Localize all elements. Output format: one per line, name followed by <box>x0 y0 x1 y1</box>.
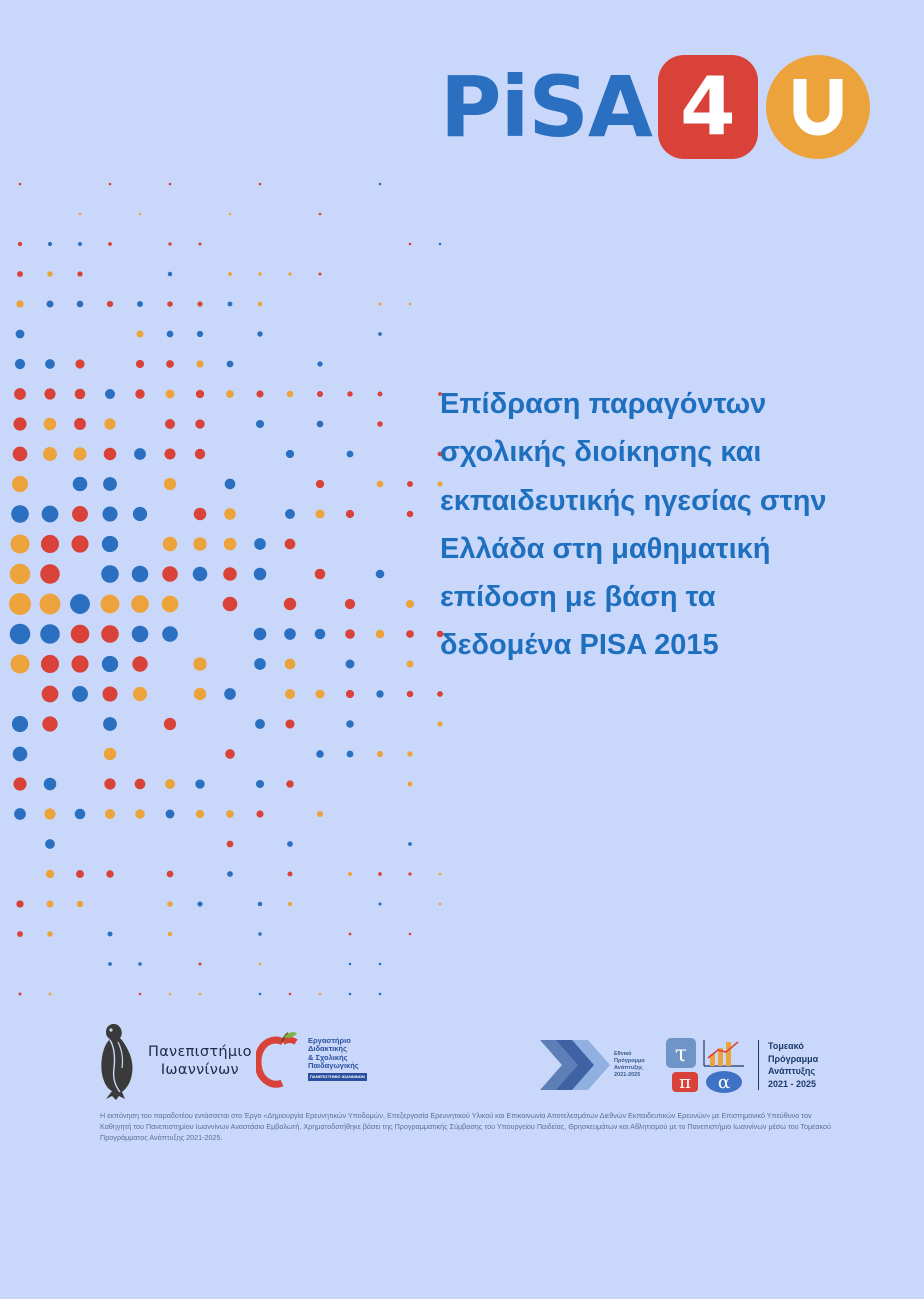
decorative-dot <box>10 624 31 645</box>
decorative-dot <box>316 750 324 758</box>
decorative-dot <box>132 626 149 643</box>
decorative-dot <box>225 479 236 490</box>
decorative-dot <box>44 808 55 819</box>
decorative-dot <box>408 782 413 787</box>
decorative-dot <box>70 594 90 614</box>
decorative-dot <box>379 183 382 186</box>
decorative-dot <box>285 509 295 519</box>
decorative-dot <box>77 301 84 308</box>
decorative-dot <box>102 686 117 701</box>
decorative-dot <box>14 808 26 820</box>
decorative-dot <box>132 656 147 671</box>
decorative-dot <box>103 477 117 491</box>
decorative-dot <box>284 598 296 610</box>
decorative-dot <box>195 449 205 459</box>
university-name <box>148 1043 252 1079</box>
decorative-dot <box>346 690 354 698</box>
partner-logos <box>96 1018 841 1106</box>
decorative-dot <box>75 809 86 820</box>
sector-program-line-3: Ανάπτυξης <box>768 1066 816 1076</box>
decorative-dot <box>256 780 264 788</box>
decorative-dot <box>345 599 355 609</box>
decorative-dot <box>44 388 55 399</box>
decorative-dot <box>13 747 28 762</box>
decorative-dot <box>376 630 385 639</box>
decorative-dot <box>17 931 23 937</box>
decorative-dot <box>135 779 146 790</box>
decorative-dot <box>103 717 117 731</box>
decorative-dot <box>315 689 324 698</box>
decorative-dot <box>197 901 202 906</box>
decorative-dot <box>407 691 414 698</box>
decorative-dot <box>317 391 323 397</box>
decorative-dot <box>163 537 177 551</box>
decorative-dot <box>47 271 53 277</box>
decorative-dot <box>75 359 84 368</box>
decorative-dot <box>167 871 174 878</box>
decorative-dot <box>44 778 57 791</box>
decorative-dot <box>376 570 385 579</box>
decorative-dot <box>12 476 28 492</box>
university-logo <box>96 1020 252 1102</box>
svg-text:π: π <box>679 1072 691 1093</box>
logo-four-badge: 4 <box>658 55 758 159</box>
decorative-dot <box>133 687 147 701</box>
decorative-dot <box>76 870 84 878</box>
decorative-dot <box>195 419 204 428</box>
title-line: εκπαιδευτικής ηγεσίας στην <box>440 484 827 517</box>
decorative-dot <box>40 594 61 615</box>
decorative-dot <box>42 506 59 523</box>
decorative-dot <box>106 870 114 878</box>
decorative-dot <box>167 331 174 338</box>
decorative-dot <box>258 272 262 276</box>
decorative-dot <box>345 629 355 639</box>
decorative-dot <box>193 537 207 551</box>
decorative-dot <box>169 993 172 996</box>
decorative-dot <box>12 716 28 732</box>
title-line: σχολικής διοίκησης και <box>440 436 762 469</box>
lab-line-2: Διδακτικής <box>308 1044 347 1054</box>
funding-statement: Η εκπόνηση του παραδοτέου εντάσσεται στο Έργο «Δημιουργία Ερευνητικών Υποδομών, Επεξεργασία Ερευνητικού Υλικού και Επικοινωνία Αποτελεσμάτων Διεθνών Εκπαιδευτικών Ερευνών» με Επιστημονικό Υπεύθυνο τον Καθηγητή του Πανεπιστημίου Ιωαννίνων Αναστάσιο Εμβαλωτή. Χρηματοδοτήθηκε βάσει της Προγραμματικής Σύμβασης του Υπουργείου Παιδείας, Θρησκευμάτων και Αθλητισμού με το Πανεπιστήμιο Ιωαννίνων μέσω του Τομεακού Προγράμματος Ανάπτυξης 2021-2025. <box>100 1111 831 1142</box>
decorative-dot <box>346 720 354 728</box>
decorative-dot <box>286 780 293 787</box>
decorative-dot <box>254 628 267 641</box>
lab-line-4: Παιδαγωγικής <box>308 1061 359 1071</box>
decorative-dot <box>409 303 412 306</box>
decorative-dot <box>198 242 201 245</box>
decorative-dot <box>257 331 262 336</box>
decorative-dot <box>44 418 57 431</box>
decorative-dot <box>226 390 234 398</box>
decorative-dot <box>43 447 57 461</box>
decorative-dot <box>41 655 59 673</box>
decorative-dot <box>45 359 55 369</box>
decorative-dot <box>167 901 173 907</box>
title-line: Επίδραση παραγόντων <box>440 388 767 420</box>
svg-text:τ: τ <box>674 1042 688 1067</box>
decorative-dot <box>139 993 142 996</box>
national-program-logo <box>540 1036 645 1094</box>
decorative-dot <box>42 686 59 703</box>
decorative-dot <box>229 213 232 216</box>
decorative-dot <box>377 751 383 757</box>
decorative-dot <box>104 778 115 789</box>
decorative-dot <box>407 511 414 518</box>
decorative-dot <box>285 659 296 670</box>
decorative-dot <box>72 506 88 522</box>
decorative-dot <box>227 871 233 877</box>
decorative-dot <box>254 538 266 550</box>
decorative-dot <box>133 507 147 521</box>
decorative-dot <box>285 689 295 699</box>
decorative-dot <box>347 391 352 396</box>
decorative-dot <box>439 243 442 246</box>
decorative-dot <box>75 389 86 400</box>
decorative-dot <box>196 390 204 398</box>
decorative-dot <box>317 811 323 817</box>
decorative-dot <box>287 841 293 847</box>
decorative-dot <box>258 902 263 907</box>
university-line-2: Ιωαννίνων <box>160 1062 239 1078</box>
decorative-dot <box>379 963 382 966</box>
decorative-dot <box>256 390 263 397</box>
decorative-dot <box>104 418 115 429</box>
decorative-dot <box>259 963 262 966</box>
decorative-dot <box>135 389 144 398</box>
lab-line-3: & Σχολικής <box>308 1052 348 1062</box>
decorative-dot <box>168 242 171 245</box>
lab-logo <box>256 1030 367 1088</box>
decorative-dot <box>288 272 291 275</box>
decorative-dot <box>40 624 60 644</box>
decorative-dot <box>17 271 23 277</box>
decorative-dot <box>346 510 354 518</box>
decorative-dot <box>378 392 383 397</box>
decorative-dot <box>288 872 293 877</box>
decorative-dot <box>10 564 31 585</box>
decorative-dot <box>254 568 267 581</box>
sector-program-logo <box>666 1036 818 1094</box>
decorative-dot <box>254 658 266 670</box>
decorative-dot <box>193 567 208 582</box>
decorative-dot <box>14 388 26 400</box>
logo-u-icon <box>766 55 870 159</box>
decorative-dot <box>437 721 442 726</box>
decorative-dot <box>168 272 172 276</box>
decorative-dot <box>41 535 59 553</box>
decorative-dot <box>255 719 265 729</box>
national-program-line-2: Πρόγραμμα <box>614 1057 645 1064</box>
lab-subtitle: ΠΑΝΕΠΙΣΤΗΜΙΟ ΙΩΑΝΝΙΝΩΝ <box>308 1073 367 1082</box>
decorative-dot <box>193 657 207 671</box>
decorative-dot <box>378 872 382 876</box>
decorative-dot <box>104 448 117 461</box>
decorative-dot <box>224 688 236 700</box>
decorative-dot <box>348 872 352 876</box>
decorative-dot <box>228 272 232 276</box>
decorative-dot <box>164 448 175 459</box>
decorative-dot <box>169 183 172 186</box>
decorative-dot <box>16 300 23 307</box>
decorative-dot <box>315 569 326 580</box>
decorative-dot <box>9 593 31 615</box>
chevron-arrows-icon <box>540 1036 610 1094</box>
decorative-dot <box>349 963 352 966</box>
decorative-dot <box>258 302 263 307</box>
decorative-dot <box>197 331 203 337</box>
decorative-dot <box>287 391 294 398</box>
decorative-dot <box>407 481 413 487</box>
owl-emblem-icon <box>96 1020 140 1102</box>
decorative-dot <box>223 597 238 612</box>
national-program-line-3: Ανάπτυξης <box>614 1065 643 1071</box>
decorative-dot <box>164 478 176 490</box>
decorative-dot <box>409 243 412 246</box>
decorative-dot <box>349 993 352 996</box>
decorative-dot <box>19 183 22 186</box>
decorative-dot <box>131 595 149 613</box>
decorative-dot <box>284 628 296 640</box>
decorative-dot <box>13 777 26 790</box>
decorative-dot <box>101 595 120 614</box>
decorative-dot <box>13 417 26 430</box>
decorative-dot <box>77 271 82 276</box>
decorative-dot <box>439 903 442 906</box>
decorative-dot <box>10 534 29 553</box>
decorative-dot <box>105 809 115 819</box>
decorative-dot <box>406 630 414 638</box>
logo-u-badge <box>766 55 870 159</box>
sector-program-name <box>758 1040 818 1090</box>
decorative-dot <box>101 565 119 583</box>
decorative-dot <box>194 508 207 521</box>
decorative-dot <box>286 450 294 458</box>
decorative-dot <box>42 716 57 731</box>
decorative-dot <box>259 183 262 186</box>
decorative-dot <box>316 480 324 488</box>
decorative-dot <box>108 242 112 246</box>
decorative-dot <box>224 508 236 520</box>
decorative-dot <box>102 506 117 521</box>
decorative-dot <box>317 421 324 428</box>
apple-logo-icon <box>256 1030 306 1088</box>
university-line-1: Πανεπιστήμιο <box>148 1044 252 1060</box>
pisa4u-logo <box>440 52 870 162</box>
decorative-dot <box>288 902 292 906</box>
decorative-dot <box>346 660 355 669</box>
decorative-dot <box>285 539 296 550</box>
decorative-dot <box>347 451 354 458</box>
decorative-dot <box>105 389 115 399</box>
decorative-dot <box>258 932 262 936</box>
decorative-dot <box>16 900 23 907</box>
sector-program-line-2: Πρόγραμμα <box>768 1053 819 1064</box>
lab-name <box>308 1037 367 1082</box>
title-line: επίδοση με βάση τα <box>440 581 716 614</box>
decorative-dot <box>46 870 54 878</box>
decorative-dot <box>194 688 207 701</box>
decorative-dot <box>259 993 262 996</box>
decorative-dot <box>408 842 412 846</box>
decorative-dot <box>315 509 324 518</box>
decorative-dot <box>10 654 29 673</box>
decorative-dot <box>197 301 202 306</box>
decorative-dot <box>101 625 119 643</box>
decorative-dot <box>139 213 142 216</box>
decorative-dot <box>102 536 118 552</box>
decorative-dot <box>285 719 294 728</box>
national-program-name <box>614 1051 645 1080</box>
decorative-dot <box>162 626 178 642</box>
decorative-dot <box>439 873 442 876</box>
decorative-dot <box>379 993 382 996</box>
halftone-dot-pattern <box>0 170 460 1030</box>
decorative-dot <box>45 839 55 849</box>
decorative-dot <box>71 535 88 552</box>
decorative-dot <box>73 477 88 492</box>
decorative-dot <box>196 360 203 367</box>
decorative-dot <box>166 810 175 819</box>
decorative-dot <box>107 301 113 307</box>
decorative-dot <box>137 301 143 307</box>
decorative-dot <box>134 448 146 460</box>
tau-pi-alpha-icon <box>666 1036 748 1094</box>
decorative-dot <box>376 690 383 697</box>
decorative-dot <box>72 686 88 702</box>
decorative-dot <box>48 242 52 246</box>
decorative-dot <box>136 330 143 337</box>
decorative-dot <box>15 359 25 369</box>
decorative-dot <box>165 419 175 429</box>
decorative-dot <box>256 420 264 428</box>
decorative-dot <box>71 655 88 672</box>
sector-program-line-4: 2021 - 2025 <box>768 1078 817 1089</box>
decorative-dot <box>167 301 173 307</box>
decorative-dot <box>168 932 172 936</box>
title-line: Ελλάδα στη μαθηματική <box>440 532 771 565</box>
decorative-dot <box>79 213 82 216</box>
decorative-dot <box>406 660 413 667</box>
decorative-dot <box>138 962 142 966</box>
decorative-dot <box>407 751 412 756</box>
decorative-dot <box>347 751 354 758</box>
decorative-dot <box>77 901 84 908</box>
decorative-dot <box>135 809 144 818</box>
decorative-dot <box>227 841 234 848</box>
national-program-line-4: 2021-2025 <box>614 1072 641 1079</box>
decorative-dot <box>317 361 322 366</box>
decorative-dot <box>49 993 52 996</box>
decorative-dot <box>136 360 144 368</box>
decorative-dot <box>18 242 22 246</box>
decorative-dot <box>319 993 322 996</box>
decorative-dot <box>225 749 235 759</box>
decorative-dot <box>16 330 25 339</box>
decorative-dot <box>162 566 178 582</box>
decorative-dot <box>40 564 60 584</box>
decorative-dot <box>437 691 443 697</box>
decorative-dot <box>318 272 321 275</box>
decorative-dot <box>256 810 263 817</box>
title-line: δεδομένα PISA 2015 <box>440 629 719 662</box>
decorative-dot <box>165 779 175 789</box>
decorative-dot <box>377 481 384 488</box>
decorative-dot <box>378 302 381 305</box>
decorative-dot <box>47 301 54 308</box>
decorative-dot <box>162 596 179 613</box>
decorative-dot <box>108 962 112 966</box>
decorative-dot <box>409 933 412 936</box>
decorative-dot <box>132 566 149 583</box>
decorative-dot <box>74 418 86 430</box>
decorative-dot <box>349 933 352 936</box>
logo-text: PiSA <box>440 58 652 156</box>
decorative-dot <box>166 390 175 399</box>
lab-line-1: Εργαστήριο <box>308 1035 351 1045</box>
decorative-dot <box>47 901 54 908</box>
decorative-dot <box>71 625 90 644</box>
decorative-dot <box>107 931 112 936</box>
national-program-line-1: Εθνικό <box>614 1050 632 1057</box>
decorative-dot <box>226 810 234 818</box>
decorative-dot <box>109 183 112 186</box>
decorative-dot <box>78 242 82 246</box>
report-title <box>440 380 880 670</box>
decorative-dot <box>13 447 28 462</box>
decorative-dot <box>227 361 234 368</box>
decorative-dot <box>406 600 414 608</box>
decorative-dot <box>228 302 233 307</box>
decorative-dot <box>11 505 29 523</box>
decorative-dot <box>223 567 237 581</box>
decorative-dot <box>408 872 411 875</box>
decorative-dot <box>102 656 118 672</box>
decorative-dot <box>164 718 176 730</box>
decorative-dot <box>19 993 22 996</box>
decorative-dot <box>73 447 86 460</box>
decorative-dot <box>166 360 174 368</box>
sector-program-line-1: Τομεακό <box>768 1041 804 1051</box>
decorative-dot <box>315 629 326 640</box>
decorative-dot <box>378 902 381 905</box>
decorative-dot <box>47 931 53 937</box>
decorative-dot <box>195 779 204 788</box>
decorative-dot <box>378 332 382 336</box>
decorative-dot <box>319 213 322 216</box>
svg-text:α: α <box>717 1072 731 1093</box>
decorative-dot <box>224 538 237 551</box>
decorative-dot <box>198 962 201 965</box>
decorative-dot <box>196 810 204 818</box>
decorative-dot <box>289 993 292 996</box>
decorative-dot <box>104 748 117 761</box>
decorative-dot <box>199 993 202 996</box>
decorative-dot <box>377 421 383 427</box>
